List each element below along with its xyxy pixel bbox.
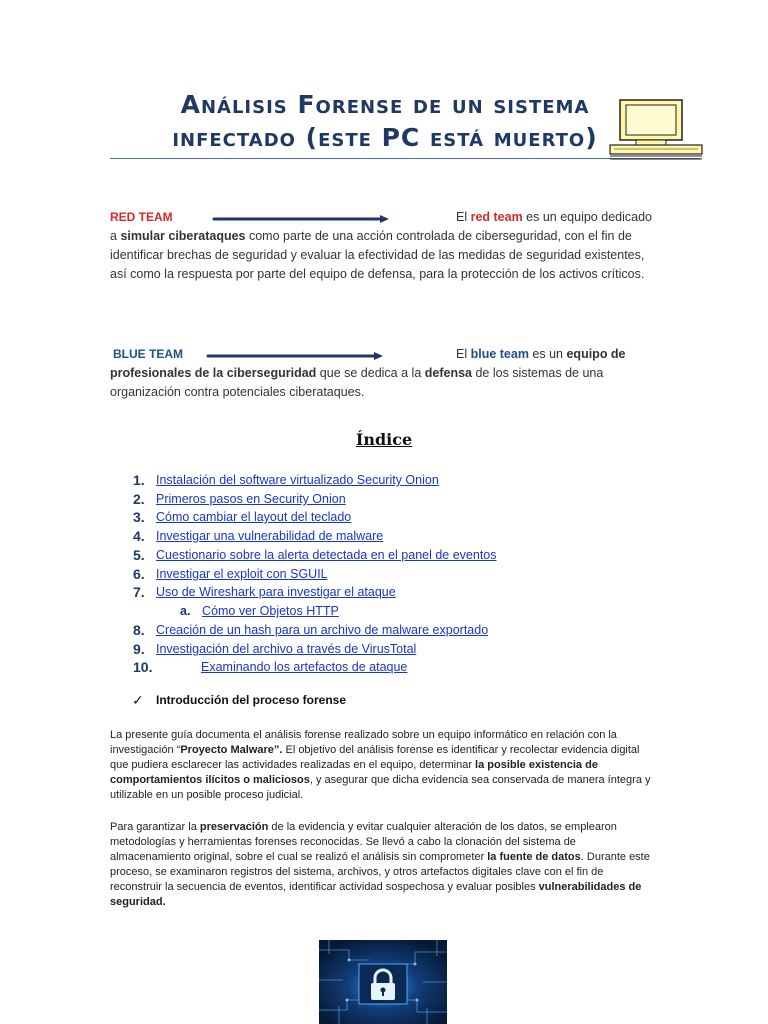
red-team-label: RED TEAM <box>110 210 173 224</box>
toc-number: 8. <box>133 622 145 638</box>
toc-number: 4. <box>133 528 145 544</box>
toc-number: 5. <box>133 547 145 563</box>
toc-number: 10. <box>133 659 153 675</box>
toc-link-virustotal[interactable]: Investigación del archivo a través de VirusTotal <box>156 642 417 656</box>
toc-number: 6. <box>133 566 145 582</box>
checkmark-icon: ✓ <box>132 692 144 708</box>
blue-team-intro: El blue team es un equipo de <box>456 347 626 361</box>
title-line-1: Análisis Forense de un sistema <box>180 90 590 119</box>
blue-team-description: profesionales de la ciberseguridad que se dedica a la defensa de los sistemas de una organización contra potenciales ciberataques. <box>110 366 604 399</box>
toc-link-first-steps[interactable]: Primeros pasos en Security Onion <box>156 492 346 506</box>
toc-link-alert-questionnaire[interactable]: Cuestionario sobre la alerta detectada en el panel de eventos <box>156 548 497 562</box>
blue-team-arrow <box>206 351 384 361</box>
title-line-2: infectado (este PC está muerto) <box>172 123 598 152</box>
toc-link-security-onion-install[interactable]: Instalación del software virtualizado Security Onion <box>156 473 439 487</box>
red-team-description: a simular ciberataques como parte de una acción controlada de ciberseguridad, con el fin de identificar brechas de seguridad y evaluar la efectividad de las medidas de seguridad existentes, así como la respuesta por parte del equipo de defensa, para la protección de los activos críticos. <box>110 229 645 281</box>
toc-link-sguil-exploit[interactable]: Investigar el exploit con SGUIL <box>156 567 328 581</box>
toc-number: a. <box>180 604 191 618</box>
document-title <box>110 88 660 154</box>
red-team-intro: El red team es un equipo dedicado <box>456 210 652 224</box>
toc-number: 9. <box>133 641 145 657</box>
toc-link-malware-hash[interactable]: Creación de un hash para un archivo de malware exportado <box>156 623 489 637</box>
toc-link-attack-artifacts[interactable]: Examinando los artefactos de ataque <box>201 660 408 674</box>
intro-heading: Introducción del proceso forense <box>156 693 347 707</box>
computer-icon <box>606 96 706 162</box>
cybersecurity-lock-image <box>319 940 447 1024</box>
toc-number: 2. <box>133 491 145 507</box>
toc-number: 3. <box>133 509 145 525</box>
index-heading: Índice <box>355 430 413 449</box>
toc-link-wireshark[interactable]: Uso de Wireshark para investigar el ataque <box>156 585 396 599</box>
red-team-arrow <box>212 214 390 224</box>
toc-link-keyboard-layout[interactable]: Cómo cambiar el layout del teclado <box>156 510 352 524</box>
intro-paragraph-1: La presente guía documenta el análisis forense realizado sobre un equipo informático en relación con la investigación “Proyecto Malware”. El objetivo del análisis forense es identificar y recolectar evidencia digital que pudiera esclarecer las actividades realizadas en el equipo, determinar la posible existencia de comportamientos ilícitos o maliciosos, y asegurar que dicha evidencia sea conservada de manera íntegra y utilizable en un posible proceso judicial. <box>110 729 651 801</box>
toc-number: 1. <box>133 472 145 488</box>
toc-link-malware-vulnerability[interactable]: Investigar una vulnerabilidad de malware <box>156 529 384 543</box>
intro-paragraph-2: Para garantizar la preservación de la evidencia y evitar cualquier alteración de los datos, se emplearon metodologías y herramientas forenses reconocidas. Se llevó a cabo la clonación del sistema de almacenamiento original, sobre el cual se realizó el análisis sin comprometer la fuente de datos. Durante este proceso, se examinaron registros del sistema, archivos, y otros artefactos digitales clave con el fin de reconstruir la secuencia de eventos, identificar actividad sospechosa y evaluar posibles vulnerabilidades de seguridad. <box>110 821 650 908</box>
toc-link-http-objects[interactable]: Cómo ver Objetos HTTP <box>202 604 339 618</box>
blue-team-label: BLUE TEAM <box>113 347 183 361</box>
toc-number: 7. <box>133 584 145 600</box>
